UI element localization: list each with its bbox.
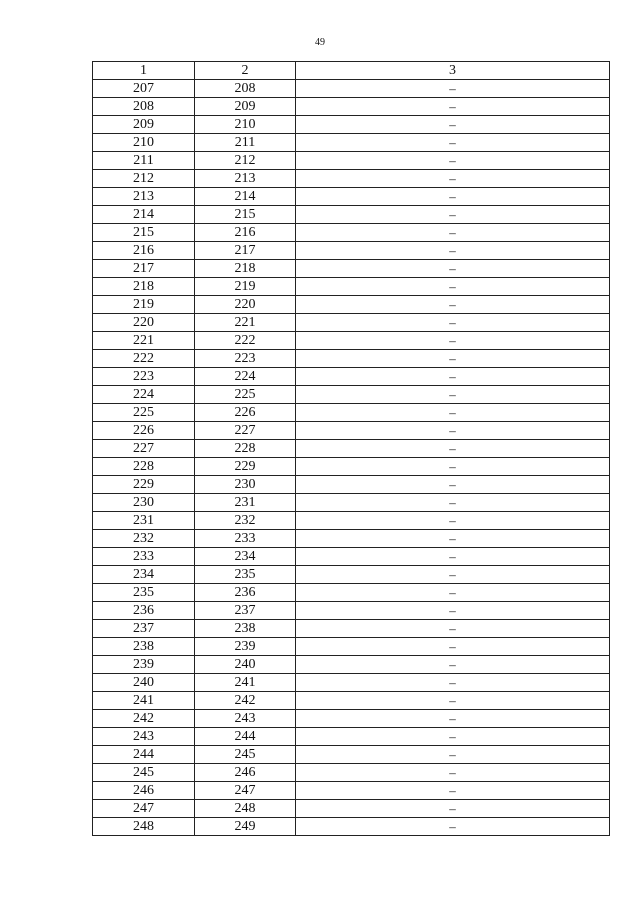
table-row [93, 422, 610, 440]
table-cell-col-3: – [296, 638, 610, 656]
table-row [93, 530, 610, 548]
table-header-row [93, 62, 610, 80]
table-row [93, 512, 610, 530]
table-cell-col-2: 218 [195, 260, 296, 278]
table-cell-col-3: – [296, 782, 610, 800]
table-cell-col-3: – [296, 350, 610, 368]
table-cell-col-2: 232 [195, 512, 296, 530]
table-cell-col-2: 234 [195, 548, 296, 566]
table-cell-col-1: 214 [93, 206, 195, 224]
table-cell-col-2: 245 [195, 746, 296, 764]
table-row [93, 566, 610, 584]
table-row [93, 206, 610, 224]
table-cell-col-3: – [296, 710, 610, 728]
table-row [93, 368, 610, 386]
table-cell-col-3: – [296, 656, 610, 674]
table-row [93, 818, 610, 836]
table-row [93, 620, 610, 638]
table-cell-col-1: 242 [93, 710, 195, 728]
table-cell-col-1: 225 [93, 404, 195, 422]
table-cell-col-1: 238 [93, 638, 195, 656]
table-row [93, 494, 610, 512]
table-cell-col-3: – [296, 404, 610, 422]
table-cell-col-2: 224 [195, 368, 296, 386]
table-row [93, 278, 610, 296]
table-cell-col-1: 230 [93, 494, 195, 512]
table-cell-col-2: 236 [195, 584, 296, 602]
table-cell-col-3: – [296, 476, 610, 494]
table-cell-col-2: 244 [195, 728, 296, 746]
table-cell-col-3: – [296, 764, 610, 782]
table-cell-col-3: – [296, 98, 610, 116]
table-cell-col-2: 243 [195, 710, 296, 728]
table-cell-col-2: 228 [195, 440, 296, 458]
table-row [93, 710, 610, 728]
table-cell-col-3: – [296, 548, 610, 566]
table-cell-col-1: 239 [93, 656, 195, 674]
table-row [93, 242, 610, 260]
table-cell-col-1: 226 [93, 422, 195, 440]
table-cell-col-1: 243 [93, 728, 195, 746]
table-cell-col-1: 216 [93, 242, 195, 260]
table-cell-col-3: – [296, 134, 610, 152]
table-cell-col-1: 229 [93, 476, 195, 494]
table-cell-col-2: 222 [195, 332, 296, 350]
table-cell-col-2: 226 [195, 404, 296, 422]
table-cell-col-2: 229 [195, 458, 296, 476]
data-table [92, 61, 610, 836]
table-cell-col-1: 241 [93, 692, 195, 710]
table-row [93, 674, 610, 692]
table-cell-col-3: – [296, 440, 610, 458]
table-cell-col-1: 224 [93, 386, 195, 404]
table-header [93, 62, 610, 80]
table-cell-col-1: 246 [93, 782, 195, 800]
table-row [93, 260, 610, 278]
table-cell-col-1: 208 [93, 98, 195, 116]
table-row [93, 692, 610, 710]
table-cell-col-1: 244 [93, 746, 195, 764]
table-cell-col-2: 230 [195, 476, 296, 494]
table-row [93, 440, 610, 458]
table-cell-col-1: 223 [93, 368, 195, 386]
table-cell-col-3: – [296, 206, 610, 224]
table-row [93, 404, 610, 422]
table-row [93, 350, 610, 368]
table-cell-col-2: 216 [195, 224, 296, 242]
table-cell-col-2: 208 [195, 80, 296, 98]
table-cell-col-1: 235 [93, 584, 195, 602]
table-cell-col-2: 248 [195, 800, 296, 818]
table-cell-col-2: 240 [195, 656, 296, 674]
table-cell-col-1: 215 [93, 224, 195, 242]
table-cell-col-3: – [296, 260, 610, 278]
table-row [93, 152, 610, 170]
table-cell-col-3: – [296, 368, 610, 386]
table-cell-col-3: – [296, 314, 610, 332]
table-cell-col-2: 209 [195, 98, 296, 116]
table-cell-col-2: 238 [195, 620, 296, 638]
table-cell-col-3: – [296, 692, 610, 710]
table-row [93, 602, 610, 620]
table-body [93, 80, 610, 836]
table-cell-col-1: 220 [93, 314, 195, 332]
table-row [93, 134, 610, 152]
table-cell-col-2: 210 [195, 116, 296, 134]
table-cell-col-2: 247 [195, 782, 296, 800]
table-cell-col-3: – [296, 512, 610, 530]
table-cell-col-2: 212 [195, 152, 296, 170]
table-row [93, 314, 610, 332]
table-row [93, 800, 610, 818]
table-row [93, 746, 610, 764]
table-cell-col-1: 232 [93, 530, 195, 548]
table-cell-col-3: – [296, 584, 610, 602]
table-cell-col-1: 213 [93, 188, 195, 206]
table-cell-col-3: – [296, 746, 610, 764]
table-cell-col-2: 239 [195, 638, 296, 656]
table-row [93, 638, 610, 656]
table-cell-col-3: – [296, 602, 610, 620]
table-cell-col-1: 236 [93, 602, 195, 620]
table-cell-col-3: – [296, 530, 610, 548]
table-cell-col-1: 245 [93, 764, 195, 782]
table-cell-col-3: – [296, 224, 610, 242]
table-cell-col-2: 215 [195, 206, 296, 224]
table-cell-col-3: – [296, 116, 610, 134]
table-row [93, 656, 610, 674]
table-row [93, 98, 610, 116]
table-row [93, 476, 610, 494]
table-cell-col-2: 227 [195, 422, 296, 440]
table-cell-col-3: – [296, 152, 610, 170]
table-cell-col-3: – [296, 800, 610, 818]
table-cell-col-2: 211 [195, 134, 296, 152]
table-cell-col-1: 231 [93, 512, 195, 530]
column-header-3: 3 [296, 62, 610, 80]
table-cell-col-1: 233 [93, 548, 195, 566]
table-cell-col-3: – [296, 242, 610, 260]
table-cell-col-2: 233 [195, 530, 296, 548]
table-cell-col-1: 219 [93, 296, 195, 314]
table-cell-col-1: 234 [93, 566, 195, 584]
table-cell-col-1: 217 [93, 260, 195, 278]
table-row [93, 764, 610, 782]
table-cell-col-3: – [296, 494, 610, 512]
table-cell-col-2: 214 [195, 188, 296, 206]
table-row [93, 458, 610, 476]
table-cell-col-2: 213 [195, 170, 296, 188]
page-number: 49 [315, 37, 325, 48]
table-cell-col-3: – [296, 188, 610, 206]
table-cell-col-3: – [296, 728, 610, 746]
table-cell-col-1: 228 [93, 458, 195, 476]
table-row [93, 584, 610, 602]
table-cell-col-1: 237 [93, 620, 195, 638]
table-row [93, 116, 610, 134]
table-cell-col-2: 220 [195, 296, 296, 314]
table-cell-col-2: 231 [195, 494, 296, 512]
table-cell-col-3: – [296, 296, 610, 314]
table-cell-col-1: 227 [93, 440, 195, 458]
table-cell-col-1: 221 [93, 332, 195, 350]
table-cell-col-1: 248 [93, 818, 195, 836]
table-cell-col-3: – [296, 386, 610, 404]
table-cell-col-2: 237 [195, 602, 296, 620]
table-cell-col-1: 212 [93, 170, 195, 188]
table-cell-col-3: – [296, 422, 610, 440]
table-cell-col-2: 221 [195, 314, 296, 332]
table-cell-col-3: – [296, 566, 610, 584]
table-cell-col-1: 209 [93, 116, 195, 134]
table-cell-col-3: – [296, 674, 610, 692]
table-cell-col-1: 240 [93, 674, 195, 692]
table-cell-col-1: 211 [93, 152, 195, 170]
table-row [93, 224, 610, 242]
column-header-1: 1 [93, 62, 195, 80]
table-row [93, 332, 610, 350]
table-cell-col-2: 219 [195, 278, 296, 296]
table-row [93, 548, 610, 566]
table-cell-col-3: – [296, 170, 610, 188]
table-row [93, 782, 610, 800]
table-cell-col-2: 242 [195, 692, 296, 710]
table-cell-col-2: 225 [195, 386, 296, 404]
table-cell-col-3: – [296, 332, 610, 350]
table-cell-col-1: 210 [93, 134, 195, 152]
table-cell-col-1: 207 [93, 80, 195, 98]
table-cell-col-3: – [296, 80, 610, 98]
table-row [93, 80, 610, 98]
table-cell-col-3: – [296, 620, 610, 638]
table-cell-col-1: 222 [93, 350, 195, 368]
column-header-2: 2 [195, 62, 296, 80]
table-row [93, 296, 610, 314]
table-row [93, 188, 610, 206]
table-cell-col-3: – [296, 458, 610, 476]
table-cell-col-1: 247 [93, 800, 195, 818]
table-cell-col-1: 218 [93, 278, 195, 296]
table-cell-col-2: 235 [195, 566, 296, 584]
table-cell-col-3: – [296, 818, 610, 836]
table-cell-col-2: 217 [195, 242, 296, 260]
table-cell-col-2: 223 [195, 350, 296, 368]
table-row [93, 728, 610, 746]
table-cell-col-2: 246 [195, 764, 296, 782]
table-row [93, 386, 610, 404]
table-cell-col-3: – [296, 278, 610, 296]
table-row [93, 170, 610, 188]
table-cell-col-2: 241 [195, 674, 296, 692]
table-cell-col-2: 249 [195, 818, 296, 836]
